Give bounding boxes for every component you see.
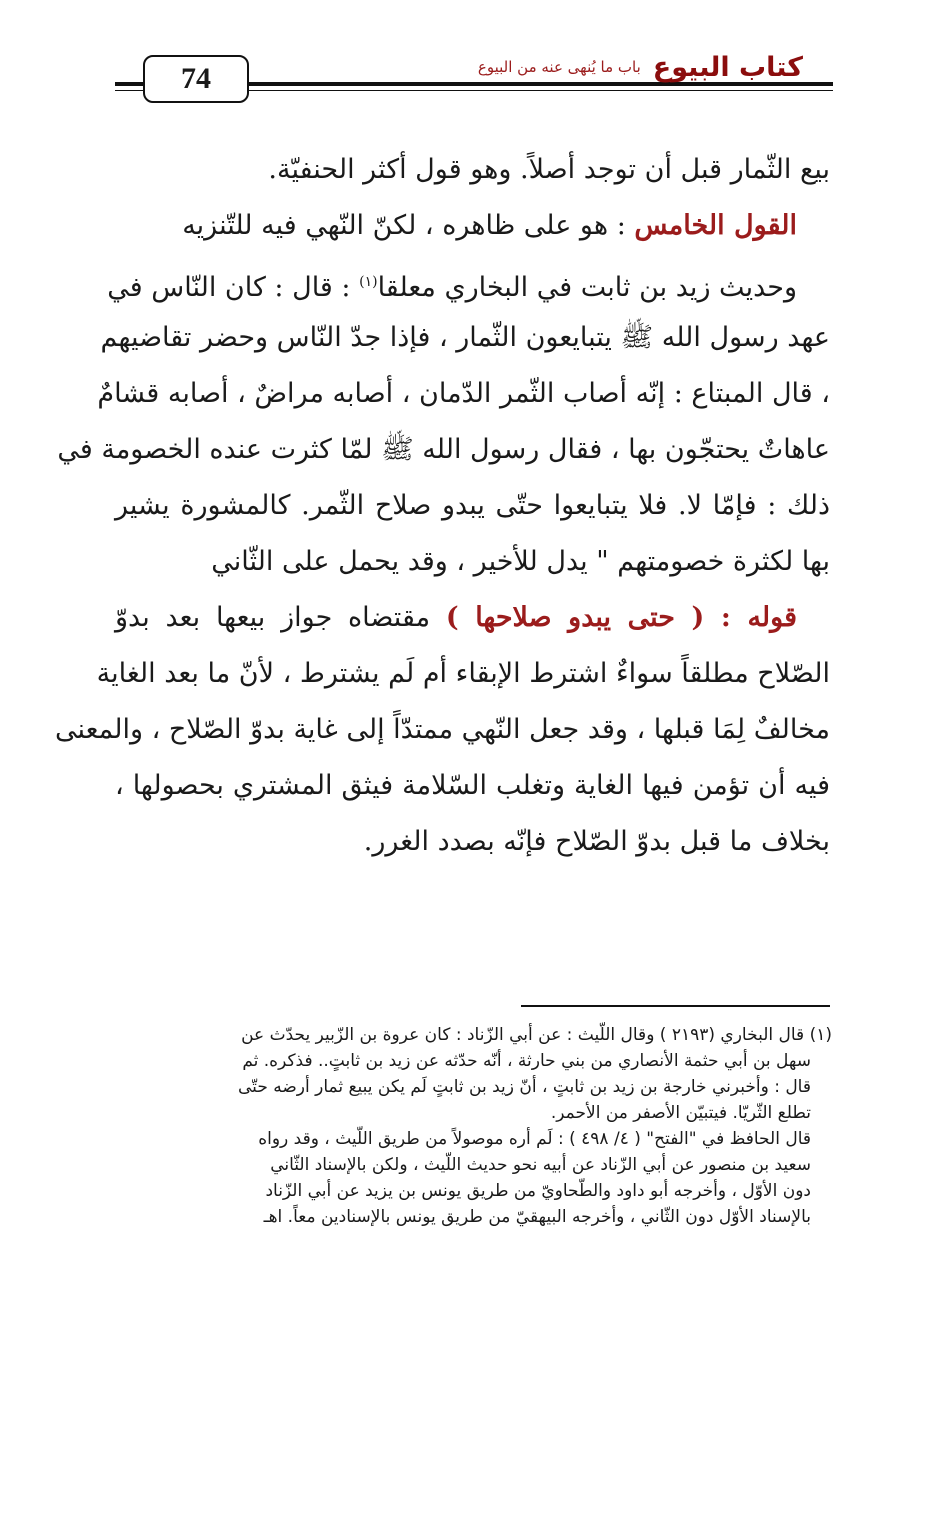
main-text: [54, 142, 830, 870]
text-line: [115, 198, 830, 254]
quoted-phrase: قوله : ( حتى يبدو صلاحها ): [445, 602, 797, 633]
text-line: عهد رسول الله ﷺ يتبايعون الثّمار ، فإذا جدّ النّاس وحضر تقاضيهم: [100, 322, 830, 353]
footnote-line: قال الحافظ في "الفتح" ( ٤/ ٤٩٨ ) : لَم أره موصولاً من طريق اللّيث ، وقد رواه: [258, 1129, 811, 1149]
text-span: : قال : كان النّاس في: [107, 272, 360, 303]
text-line: ذلك : فإمّا لا. فلا يتبايعوا حتّى يبدو صلاح الثّمر. كالمشورة يشير: [115, 490, 830, 521]
text-line: بها لكثرة خصومتهم " يدل للأخير ، وقد يحمل على الثّاني: [211, 546, 830, 577]
text-line: بخلاف ما قبل بدوّ الصّلاح فإنّه بصدد الغرر.: [363, 826, 830, 857]
text-line: مخالفٌ لِمَا قبلها ، وقد جعل النّهي ممتدّاً إلى غاية بدوّ الصّلاح ، والمعنى: [54, 714, 830, 745]
footnote-line: بالإسناد الأوّل دون الثّاني ، وأخرجه البيهقيّ من طريق يونس بالإسنادين معاً. اهـ: [263, 1207, 811, 1227]
text-line: عاهاتٌ يحتجّون بها ، فقال رسول الله ﷺ لمّا كثرت عنده الخصومة في: [57, 434, 830, 465]
footnote-line: سعيد بن منصور عن أبي الزّناد عن أبيه نحو حديث اللّيث ، ولكن بالإسناد الثّاني: [270, 1155, 811, 1175]
page-number: 74: [143, 55, 249, 103]
text-line: فيه أن تؤمن فيها الغاية وتغلب السّلامة فيثق المشتري بحصولها ،: [115, 770, 830, 801]
section-label: القول الخامس: [634, 210, 797, 241]
footnote-line: سهل بن أبي حثمة الأنصاري من بني حارثة ، أنّه حدّثه عن زيد بن ثابتٍ.. فذكره. ثم: [242, 1051, 811, 1071]
page-header: [115, 52, 833, 102]
text-span: مقتضاه جواز بيعها بعد بدوّ: [115, 602, 446, 633]
text-span: وحديث زيد بن ثابت في البخاري معلقا: [377, 272, 797, 303]
text-line: [115, 590, 830, 646]
footnote-separator: [521, 1005, 830, 1007]
chapter-title: باب ما يُنهى عنه من البيوع: [477, 58, 641, 76]
footnote-line: دون الأوّل ، وأخرجه أبو داود والطّحاويّ من طريق يونس بن يزيد عن أبي الزّناد: [265, 1181, 811, 1201]
book-title: كتاب البيوع: [652, 51, 803, 83]
header-titles: [468, 52, 813, 82]
footnote-line: (١) قال البخاري (٢١٩٣ ) وقال اللّيث : عن أبي الزّناد : كان عروة بن الزّبير يحدّث عن: [241, 1025, 832, 1045]
footnote-line: تطلع الثّريّا. فيتبيّن الأصفر من الأحمر.: [550, 1103, 811, 1123]
text-line: [107, 254, 830, 310]
footnote-ref: (١): [359, 274, 378, 290]
footnote-line: قال : وأخبرني خارجة بن زيد بن ثابتٍ ، أنّ زيد بن ثابتٍ لَم يكن يبيع ثمار أرضه حتّى: [238, 1077, 811, 1097]
text-line: بيع الثّمار قبل أن توجد أصلاً. وهو قول أكثر الحنفيّة.: [268, 154, 830, 185]
footnotes: [108, 1022, 832, 1230]
text-line: الصّلاح مطلقاً سواءٌ اشترط الإبقاء أم لَم يشترط ، لأنّ ما بعد الغاية: [96, 658, 830, 689]
section-text: : هو على ظاهره ، لكنّ النّهي فيه للتّنزيه: [182, 210, 635, 241]
text-line: ، قال المبتاع : إنّه أصاب الثّمر الدّمان ، أصابه مراضٌ ، أصابه قشامٌ: [97, 378, 830, 409]
